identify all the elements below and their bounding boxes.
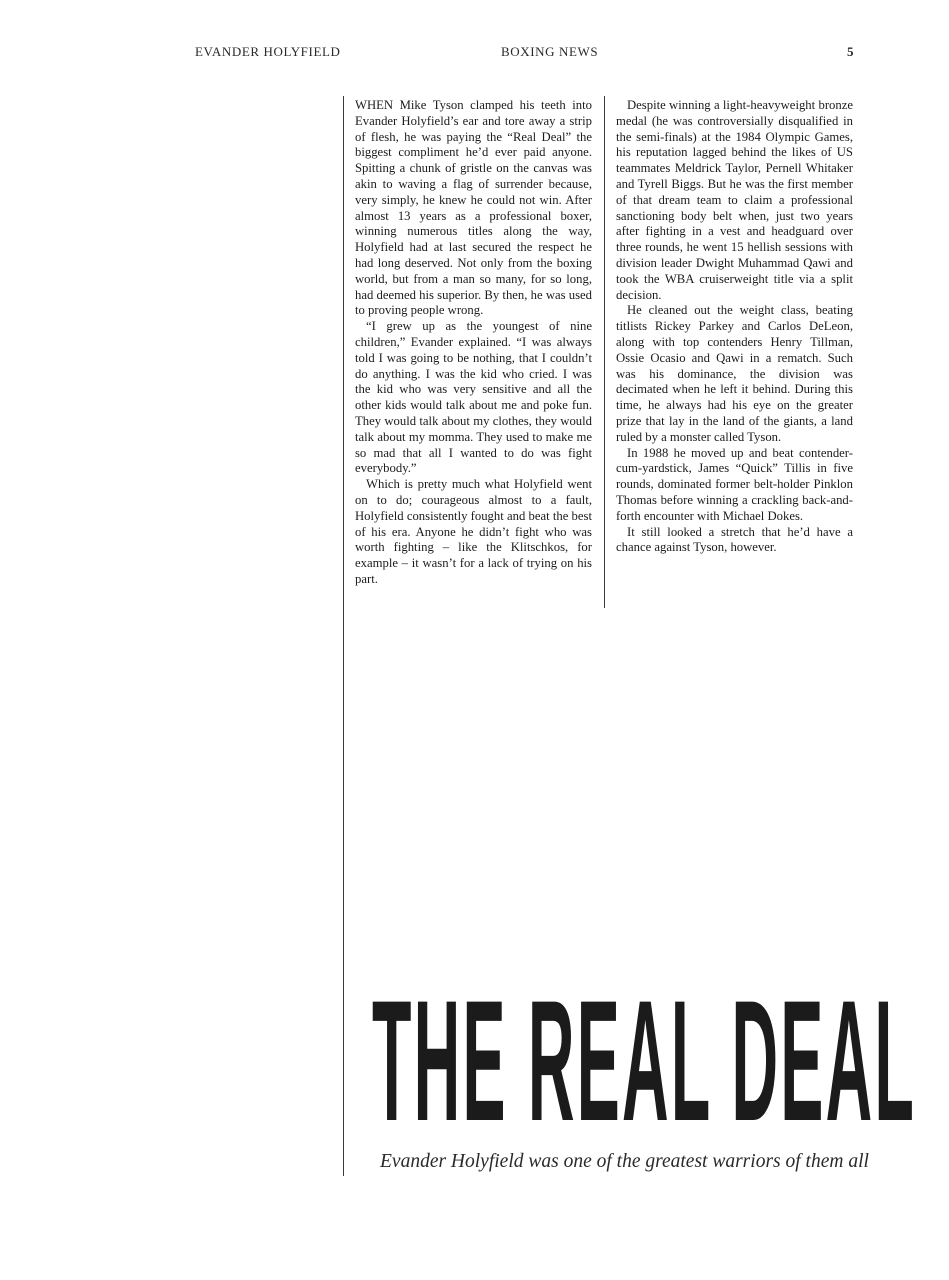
headline: THE REAL DEAL: [372, 965, 917, 1157]
article-paragraph: WHEN Mike Tyson clamped his teeth into Evander Holyfield’s ear and tore away a strip of flesh, he was paying the “Real Deal” the biggest compliment he’d ever paid anyone. Spitting a chunk of gristle on the canvas was akin to waving a flag of surrender because, very simply, he knew he could not win. After almost 13 years as a professional boxer, winning numerous titles along the way, Holyfield had at last secured the respect he had long deserved. Not only from the boxing world, but from a man so many, for so long, had deemed his superior. By then, he was used to proving people wrong.: [355, 98, 592, 318]
standfirst: Evander Holyfield was one of the greatest warriors of them all: [380, 1151, 869, 1172]
column-rule-left: [343, 96, 344, 1176]
article-column-1: [355, 98, 592, 588]
column-rule-middle: [604, 96, 605, 608]
article-paragraph: In 1988 he moved up and beat contender-cum-yardstick, James “Quick” Tillis in five rounds, dominated former belt-holder Pinklon Thomas before winning a crackling back-and-forth encounter with Michael Dokes.: [616, 445, 853, 523]
article-paragraph: It still looked a stretch that he’d have a chance against Tyson, however.: [616, 524, 853, 555]
article-paragraph: Despite winning a light-heavyweight bronze medal (he was controversially disqualified in the semi-finals) at the 1984 Olympic Games, his reputation lagged behind the likes of US teammates Meldrick Taylor, Pernell Whitaker and Tyrell Biggs. But he was the first member of that dream team to claim a professional sanctioning body belt when, just two years after fighting in a vest and headguard over three rounds, he went 15 hellish sessions with division leader Dwight Muhammad Qawi and took the WBA cruiserweight title via a split decision.: [616, 98, 853, 302]
article-paragraph: Which is pretty much what Holyfield went on to do; courageous almost to a fault, Holyfield consistently fought and beat the best of his era. Anyone he didn’t fight who was worth fighting – like the Klitschkos, for example – it wasn’t for a lack of trying on his part.: [355, 477, 592, 586]
article-column-2: [616, 98, 853, 556]
article-paragraph: He cleaned out the weight class, beating titlists Rickey Parkey and Carlos DeLeon, along with top contenders Henry Tillman, Ossie Ocasio and Qawi in a rematch. Such was his dominance, the division was decimated when he left it behind. During this time, he always had his eye on the greater prize that lay in the land of the giants, a land ruled by a monster called Tyson.: [616, 303, 853, 444]
article-paragraph: “I grew up as the youngest of nine children,” Evander explained. “I was always told I was going to be nothing, that I couldn’t do anything. I was the kid who cried. I was the kid who was very sensitive and all the other kids would talk about me and poke fun. They would talk about my clothes, they would talk about my momma. They used to make me so mad that all I wanted to do was fight everybody.”: [355, 319, 592, 476]
page-number: 5: [847, 44, 854, 59]
running-head-publication: BOXING NEWS: [501, 44, 599, 59]
running-head-subject: EVANDER HOLYFIELD: [195, 44, 341, 59]
